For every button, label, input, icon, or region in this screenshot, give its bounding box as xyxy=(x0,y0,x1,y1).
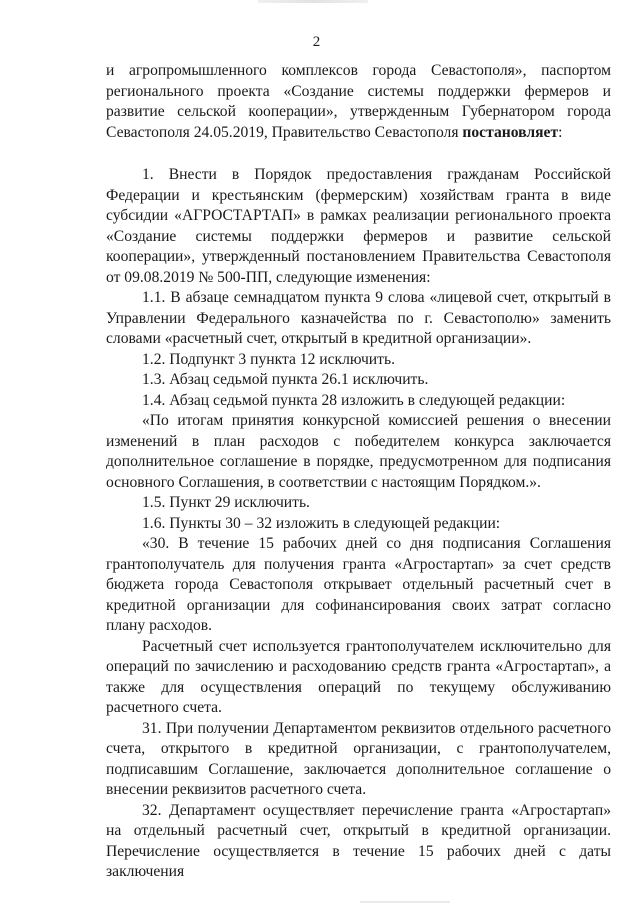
paragraph-item-1: 1. Внести в Порядок предоставления гражданам Российской Федерации и крестьянским (фермерским) хозяйствам гранта в виде субсидии «АГРОСТАРТАП» в рамках реализации регионального проекта «Создание системы поддержки фермеров и развитие сельской кооперации», утвержденный постановлением Правительства Севастополя от 09.08.2019 № 500-ПП, следующие изменения: xyxy=(106,166,611,286)
paragraph-point-31: 31. При получении Департаментом реквизитов отдельного расчетного счета, открытого в кредитной организации, с грантополучателем, подписавшим Соглашение, заключается дополнительное соглашение о внесении реквизитов расчетного счета. xyxy=(106,719,611,798)
scan-artifact-bottom xyxy=(360,901,450,903)
intro-paragraph xyxy=(106,61,611,143)
paragraph-item-1-1: 1.1. В абзаце семнадцатом пункта 9 слова «лицевой счет, открытый в Управлении Федерального казначейства по г. Севастополю» заменить словами «расчетный счет, открытый в кредитной организации». xyxy=(106,289,611,347)
paragraph-point-30: «30. В течение 15 рабочих дней со дня подписания Соглашения грантополучатель для получения гранта «Агростартап» за счет средств бюджета города Севастополя открывает отдельный расчетный счет в кредитной организации для софинансирования своих затрат согласно плану расходов. xyxy=(106,535,611,634)
paragraph-item-1-3: 1.3. Абзац седьмой пункта 26.1 исключить. xyxy=(142,371,429,388)
intro-end: : xyxy=(558,123,563,141)
scan-artifact-top xyxy=(258,0,368,3)
paragraph-item-1-6: 1.6. Пункты 30 – 32 изложить в следующей редакции: xyxy=(142,514,501,532)
intro-bold-verb: постановляет xyxy=(462,123,559,141)
paragraph-account-usage: Расчетный счет используется грантополучателем исключительно для операций по зачислению и расходованию средств гранта «Агростартап», а также для осуществления операций по текущему обслуживанию расчетного счета. xyxy=(106,637,611,716)
paragraph-point-32: 32. Департамент осуществляет перечисление гранта «Агростартап» на отдельный расчетный счет, открытый в кредитной организации. Перечисление осуществляется в течение 15 рабочих дней с даты заключения xyxy=(106,801,611,880)
document-body xyxy=(106,61,611,883)
paragraph-item-1-2: 1.2. Подпункт 3 пункта 12 исключить. xyxy=(142,350,395,368)
paragraph-gap xyxy=(106,143,611,165)
paragraph-item-1-5: 1.5. Пункт 29 исключить. xyxy=(142,494,310,511)
paragraph-quote-28: «По итогам принятия конкурсной комиссией решения о внесении изменений в план расходов с победителем конкурса заключается дополнительное соглашение в порядке, предусмотренном для подписания основного Соглашения, в соответствии с настоящим Порядком.». xyxy=(106,412,611,491)
page-number: 2 xyxy=(312,34,321,50)
paragraph-item-1-4: 1.4. Абзац седьмой пункта 28 изложить в следующей редакции: xyxy=(142,391,566,409)
intro-text: и агропромышленного комплексов города Севастополя», паспортом регионального проекта «Создание системы поддержки фермеров и развитие сельской кооперации», утвержденным Губернатором города Севастополя 24.05.2019, Правительство Севастополя xyxy=(106,62,611,141)
